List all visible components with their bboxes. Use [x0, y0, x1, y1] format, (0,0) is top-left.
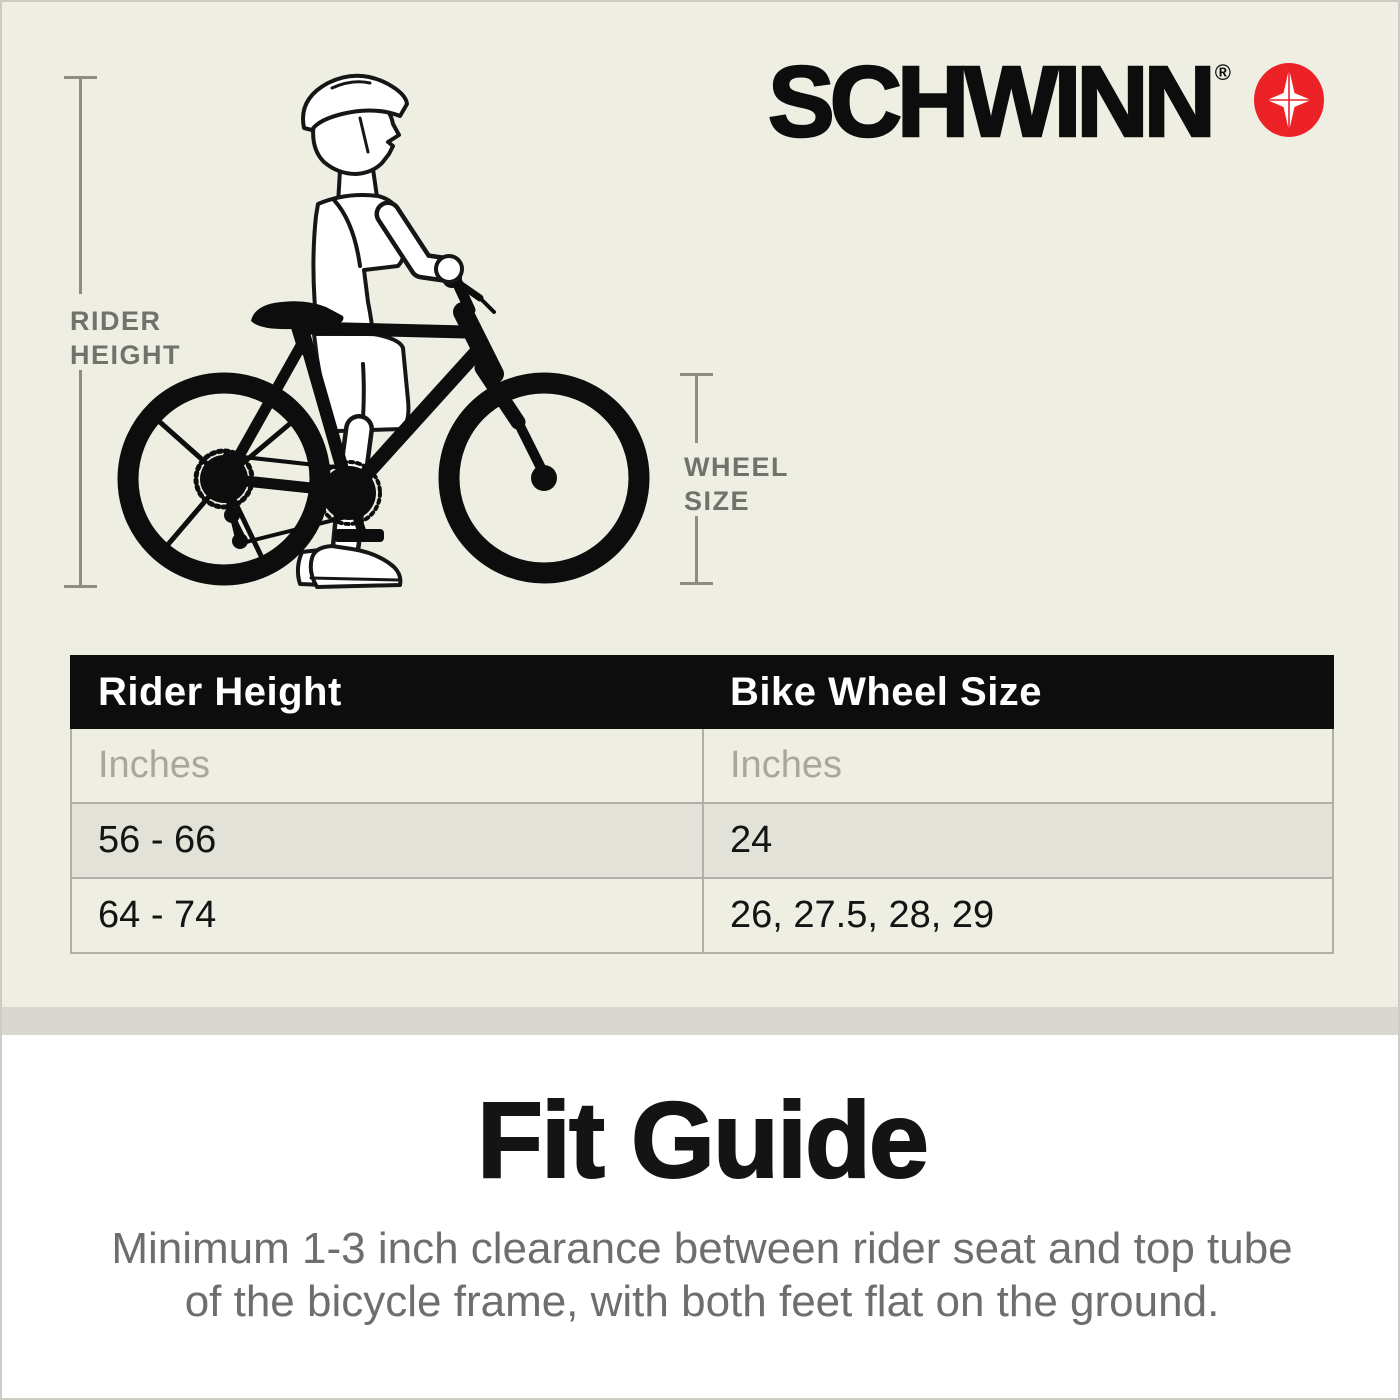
page-title: Fit Guide — [477, 1079, 927, 1200]
rider-height-label: RIDER HEIGHT — [70, 306, 182, 370]
wheel-size-value: 26, 27.5, 28, 29 — [702, 879, 1332, 952]
rider-height-value: 56 - 66 — [98, 819, 217, 861]
schwinn-logo — [768, 46, 1325, 158]
table-row — [70, 804, 1334, 879]
top-tube — [307, 328, 466, 332]
units-rider-height: Inches — [98, 744, 210, 786]
brake-lever — [480, 298, 494, 312]
rider-hand — [436, 256, 462, 282]
fork-lower — [516, 418, 544, 474]
wheel-size-value: 24 — [702, 804, 1332, 877]
diagram-panel — [2, 2, 1400, 1007]
fit-table — [70, 655, 1334, 954]
fit-description — [2, 1222, 1400, 1328]
schwinn-wordmark: SCHWINN — [768, 46, 1211, 158]
rider-height-value: 64 - 74 — [98, 894, 217, 936]
fit-table-header-row — [70, 655, 1334, 729]
fit-guide-panel — [2, 1035, 1400, 1400]
shoe-sole-line — [311, 578, 399, 580]
units-wheel-size: Inches — [702, 729, 1332, 802]
fit-description-line2: of the bicycle frame, with both feet flat on the ground. — [184, 1276, 1220, 1326]
divider-strip — [2, 1007, 1400, 1035]
wheel-size-label: WHEEL SIZE — [684, 452, 789, 516]
header-bike-wheel-size: Bike Wheel Size — [730, 669, 1043, 714]
header-rider-height: Rider Height — [98, 669, 342, 714]
table-row — [70, 879, 1334, 954]
schwinn-star-icon — [1253, 62, 1325, 138]
table-units-row — [70, 729, 1334, 804]
pedal — [334, 529, 384, 542]
registered-trademark: ® — [1214, 60, 1231, 85]
fit-description-line1: Minimum 1-3 inch clearance between rider seat and top tube — [111, 1223, 1293, 1273]
